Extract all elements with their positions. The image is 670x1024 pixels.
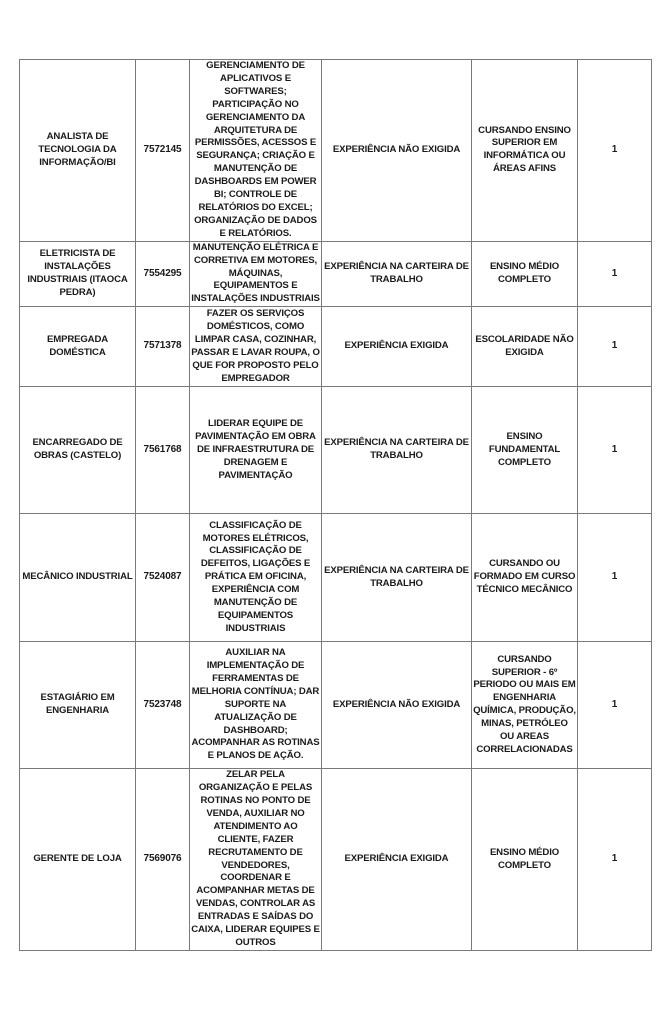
table-row (20, 642, 652, 769)
job-title: GERENTE DE LOJA (20, 769, 136, 951)
job-code: 7523748 (136, 642, 190, 769)
job-description: GERENCIAMENTO DE APLICATIVOS E SOFTWARES; PARTICIPAÇÃO NO GERENCIAMENTO DA ARQUITETURA DE PERMISSÕES, ACESSOS E SEGURANÇA; CRIAÇÃO E MANUTENÇÃO DE DASHBOARDS EM POWER BI; CONTROLE DE RELATÓRIOS DO EXCEL; ORGANIZAÇÃO DE DADOS E RELATÓRIOS. (190, 60, 322, 242)
job-vacancies: 1 (578, 307, 652, 387)
job-title: EMPREGADA DOMÉSTICA (20, 307, 136, 387)
job-description: AUXILIAR NA IMPLEMENTAÇÃO DE FERRAMENTAS DE MELHORIA CONTÍNUA; DAR SUPORTE NA ATUALIZAÇÃO DE DASHBOARD; ACOMPANHAR AS ROTINAS E PLANOS DE AÇÃO. (190, 642, 322, 769)
job-experience: EXPERIÊNCIA NA CARTEIRA DE TRABALHO (322, 514, 472, 642)
job-code: 7561768 (136, 387, 190, 514)
job-vacancies: 1 (578, 514, 652, 642)
job-title: MECÂNICO INDUSTRIAL (20, 514, 136, 642)
table-row (20, 514, 652, 642)
job-education: ENSINO FUNDAMENTAL COMPLETO (472, 387, 578, 514)
job-title: ESTAGIÁRIO EM ENGENHARIA (20, 642, 136, 769)
job-code: 7571378 (136, 307, 190, 387)
table-row (20, 387, 652, 514)
table-row (20, 60, 652, 242)
job-education: ENSINO MÉDIO COMPLETO (472, 241, 578, 307)
job-vacancies: 1 (578, 769, 652, 951)
job-code: 7572145 (136, 60, 190, 242)
job-title: ENCARREGADO DE OBRAS (CASTELO) (20, 387, 136, 514)
job-education: CURSANDO OU FORMADO EM CURSO TÉCNICO MECÂNICO (472, 514, 578, 642)
job-experience: EXPERIÊNCIA EXIGIDA (322, 307, 472, 387)
job-description: LIDERAR EQUIPE DE PAVIMENTAÇÃO EM OBRA DE INFRAESTRUTURA DE DRENAGEM E PAVIMENTAÇÃO (190, 387, 322, 514)
job-vacancies: 1 (578, 60, 652, 242)
job-education: ESCOLARIDADE NÃO EXIGIDA (472, 307, 578, 387)
job-education: CURSANDO SUPERIOR - 6º PERIODO OU MAIS EM ENGENHARIA QUÍMICA, PRODUÇÃO, MINAS, PETRÓLEO OU AREAS CORRELACIONADAS (472, 642, 578, 769)
job-experience: EXPERIÊNCIA NA CARTEIRA DE TRABALHO (322, 387, 472, 514)
table-row (20, 307, 652, 387)
job-title: ANALISTA DE TECNOLOGIA DA INFORMAÇÃO/BI (20, 60, 136, 242)
table-row (20, 241, 652, 307)
job-education: CURSANDO ENSINO SUPERIOR EM INFORMÁTICA OU ÁREAS AFINS (472, 60, 578, 242)
job-experience: EXPERIÊNCIA NÃO EXIGIDA (322, 60, 472, 242)
job-description: FAZER OS SERVIÇOS DOMÉSTICOS, COMO LIMPAR CASA, COZINHAR, PASSAR E LAVAR ROUPA, O QUE FOR PROPOSTO PELO EMPREGADOR (190, 307, 322, 387)
job-code: 7524087 (136, 514, 190, 642)
job-code: 7569076 (136, 769, 190, 951)
job-vacancies-table (19, 59, 652, 951)
job-vacancies: 1 (578, 642, 652, 769)
table-row (20, 769, 652, 951)
job-experience: EXPERIÊNCIA EXIGIDA (322, 769, 472, 951)
job-code: 7554295 (136, 241, 190, 307)
job-description: ZELAR PELA ORGANIZAÇÃO E PELAS ROTINAS NO PONTO DE VENDA, AUXILIAR NO ATENDIMENTO AO CLIENTE, FAZER RECRUTAMENTO DE VENDEDORES, COORDENAR E ACOMPANHAR METAS DE VENDAS, CONTROLAR AS ENTRADAS E SAÍDAS DO CAIXA, LIDERAR EQUIPES E OUTROS (190, 769, 322, 951)
job-description: MANUTENÇÃO ELÉTRICA E CORRETIVA EM MOTORES, MÁQUINAS, EQUIPAMENTOS E INSTALAÇÕES INDUSTRIAIS (190, 241, 322, 307)
job-vacancies: 1 (578, 241, 652, 307)
job-description: CLASSIFICAÇÃO DE MOTORES ELÉTRICOS, CLASSIFICAÇÃO DE DEFEITOS, LIGAÇÕES E PRÁTICA EM OFICINA, EXPERIÊNCIA COM MANUTENÇÃO DE EQUIPAMENTOS INDUSTRIAIS (190, 514, 322, 642)
job-education: ENSINO MÉDIO COMPLETO (472, 769, 578, 951)
job-vacancies: 1 (578, 387, 652, 514)
job-experience: EXPERIÊNCIA NÃO EXIGIDA (322, 642, 472, 769)
job-title: ELETRICISTA DE INSTALAÇÕES INDUSTRIAIS (ITAOCA PEDRA) (20, 241, 136, 307)
job-experience: EXPERIÊNCIA NA CARTEIRA DE TRABALHO (322, 241, 472, 307)
